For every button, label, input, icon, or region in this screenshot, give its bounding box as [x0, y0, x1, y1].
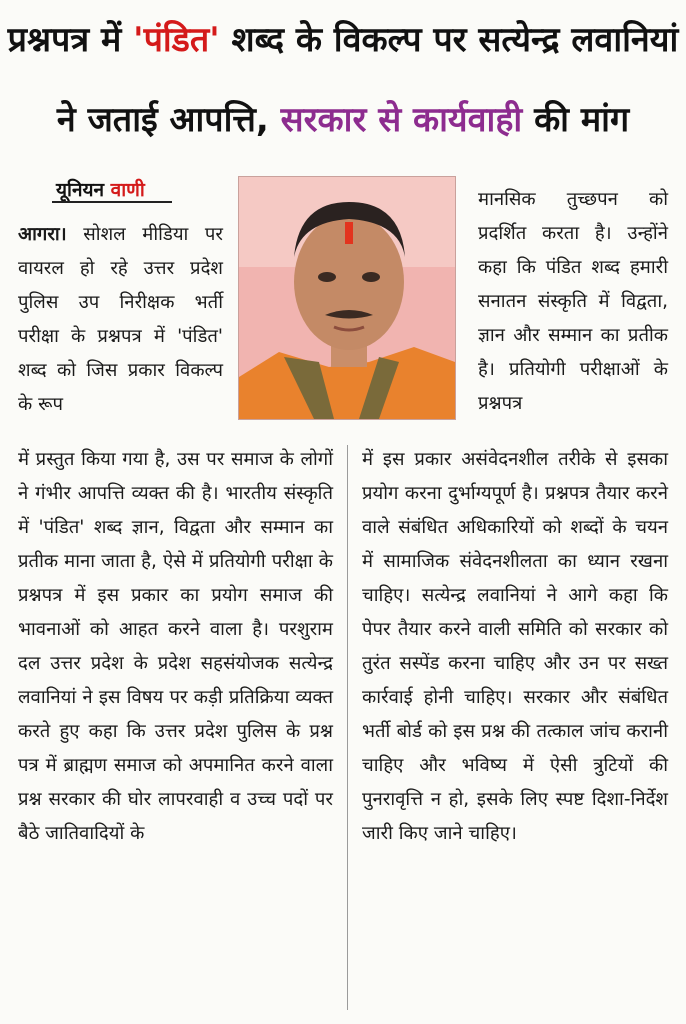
byline — [56, 176, 145, 202]
portrait-photo — [238, 176, 456, 420]
article-left-top-text: सोशल मीडिया पर वायरल हो रहे उत्तर प्रदेश पुलिस उप निरीक्षक भर्ती परीक्षा के प्रश्नपत्र में 'पंडित' शब्द को जिस प्रकार विकल्प के रूप — [18, 224, 223, 415]
article-right-bottom-text: में इस प्रकार असंवेदनशील तरीके से इसका प्रयोग करना दुर्भाग्यपूर्ण है। प्रश्नपत्र तैयार करने वाले संबंधित अधिकारियों को शब्दों के चयन में सामाजिक संवेदनशीलता का ध्यान रखना चाहिए। सत्येन्द्र लवानियां ने आगे कहा कि पेपर तैयार करने वाली समिति को सरकार को तुरंत सस्पेंड करना चाहिए और उन पर सख्त कार्रवाई होनी चाहिए। सरकार और संबंधित भर्ती बोर्ड को इस प्रश्न की तत्काल जांच करानी चाहिए और भविष्य में ऐसी त्रुटियों की पुनरावृत्ति न हो, इसके लिए स्पष्ट दिशा-निर्देश जारी किए जाने चाहिए। — [362, 449, 668, 844]
article-left-bottom-text: में प्रस्तुत किया गया है, उस पर समाज के लोगों ने गंभीर आपत्ति व्यक्त की है। भारतीय संस्कृति में 'पंडित' शब्द ज्ञान, विद्वता और सम्मान का प्रतीक माना जाता है, ऐसे में प्रतियोगी परीक्षा के प्रश्नपत्र में इस प्रकार का प्रयोग समाज की भावनाओं को आहत करने वाला है। परशुराम दल उत्तर प्रदेश के प्रदेश सहसंयोजक सत्येन्द्र लवानियां ने इस विषय पर कड़ी प्रतिक्रिया व्यक्त करते हुए कहा कि उत्तर प्रदेश पुलिस के प्रश्न पत्र में ब्राह्मण समाज को अपमानित करने वाला प्रश्न सरकार की घोर लापरवाही व उच्च पदों पर बैठे जातिवादियों के — [18, 449, 333, 844]
byline-vani: वाणी — [110, 179, 145, 201]
headline-highlight-pandit: 'पंडित' — [133, 20, 220, 60]
headline-line-2-pre: ने जताई आपत्ति, — [56, 100, 281, 140]
headline-line-1-post: शब्द के विकल्प पर सत्येन्द्र लवानियां — [219, 20, 679, 60]
byline-underline — [52, 201, 172, 203]
headline-highlight-action: सरकार से कार्यवाही — [280, 100, 523, 140]
article-column-left-bottom — [18, 443, 333, 851]
headline-line-2 — [0, 94, 686, 146]
article-column-right-top — [478, 183, 668, 421]
headline-line-1-pre: प्रश्नपत्र में — [7, 20, 134, 60]
article-column-right-bottom — [362, 443, 668, 851]
article-place: आगरा। — [18, 224, 67, 245]
column-divider — [347, 445, 348, 1010]
article-column-left-top — [18, 218, 223, 422]
headline-line-1 — [0, 14, 686, 66]
headline-line-2-post: की मांग — [522, 100, 630, 140]
byline-union: यूनियन — [56, 179, 111, 201]
article-right-top-text: मानसिक तुच्छपन को प्रदर्शित करता है। उन्होंने कहा कि पंडित शब्द हमारी सनातन संस्कृति में विद्वता, ज्ञान और सम्मान का प्रतीक है। प्रतियोगी परीक्षाओं के प्रश्नपत्र — [478, 189, 668, 414]
